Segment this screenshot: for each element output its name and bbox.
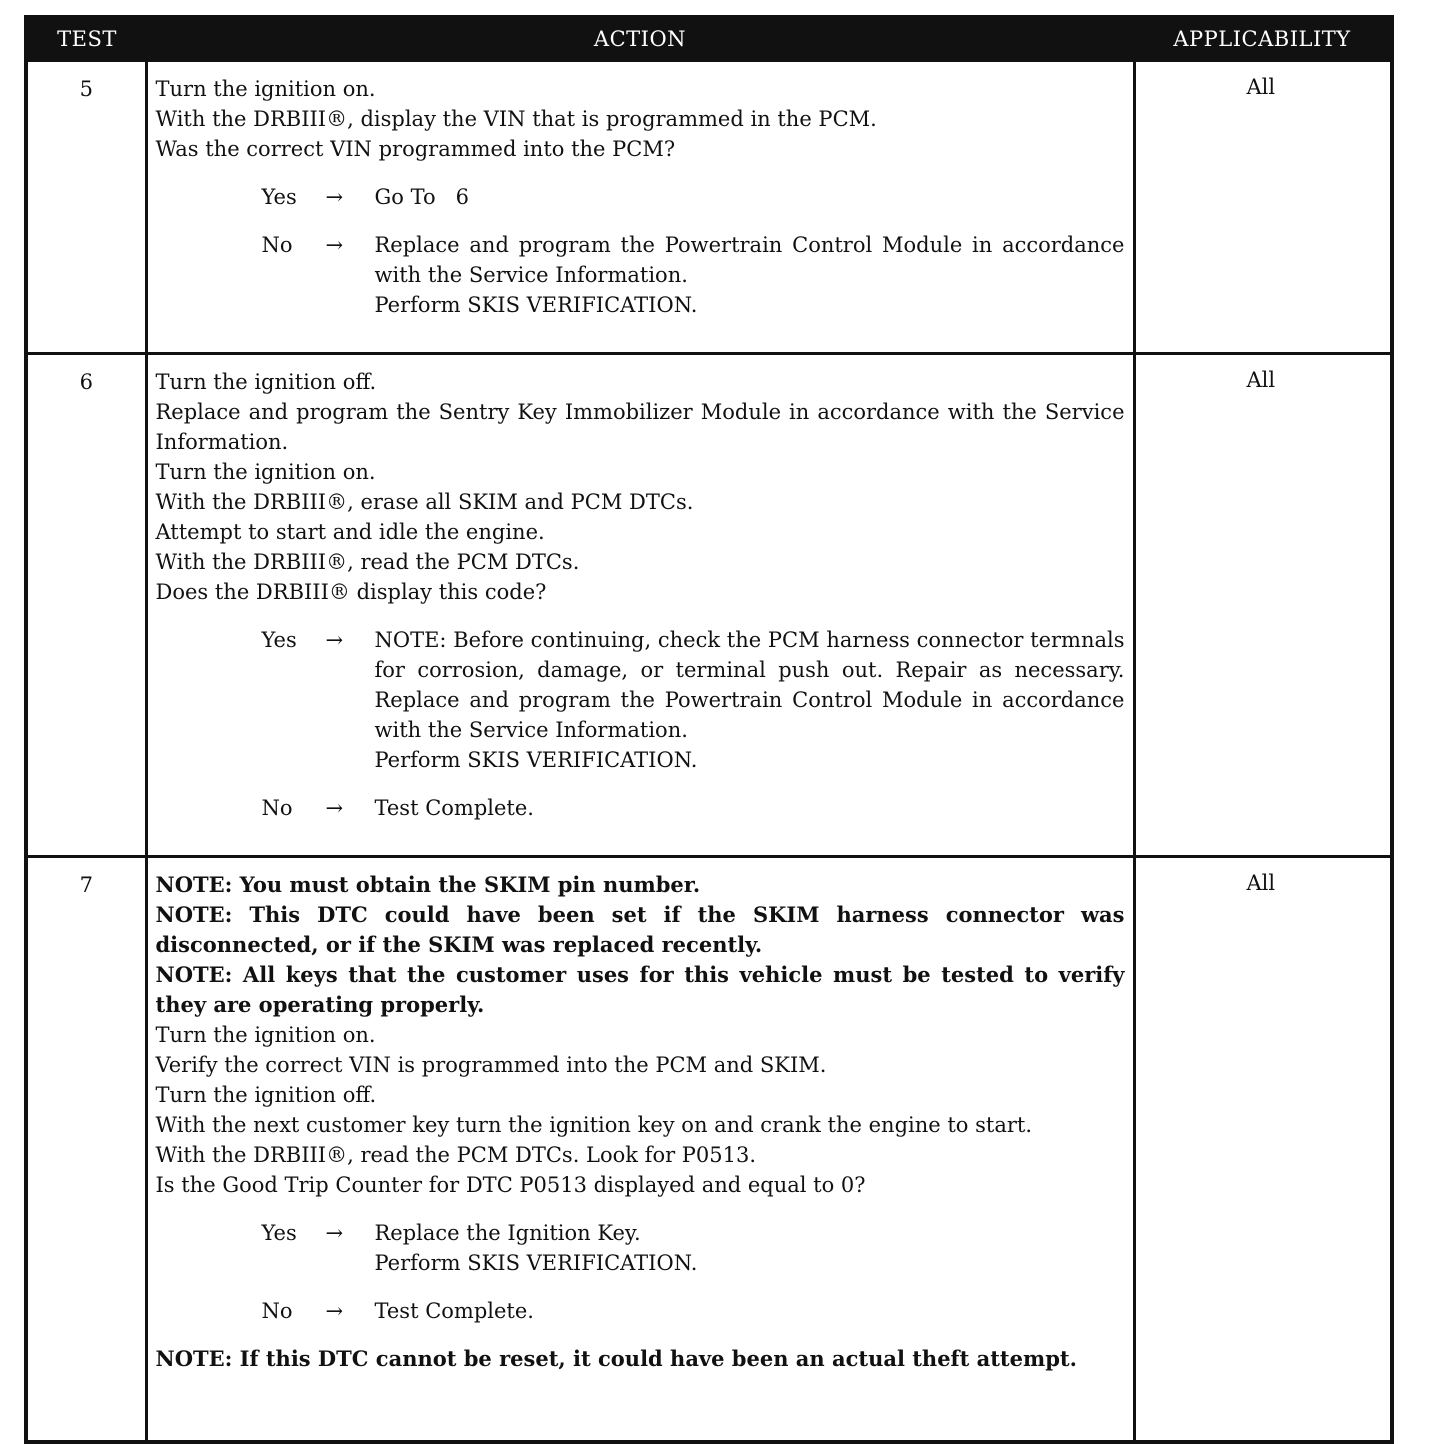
- result-line: Perform SKIS VERIFICATION.: [374, 748, 698, 772]
- table-row: [26, 61, 1392, 354]
- header-row: [26, 17, 1392, 61]
- no-label: No: [261, 796, 293, 820]
- branch-result: [375, 182, 1125, 212]
- header-test: TEST: [26, 17, 146, 61]
- yes-label: Yes: [261, 1221, 297, 1245]
- header-action: ACTION: [146, 17, 1134, 61]
- arrow-icon: →: [325, 1221, 344, 1245]
- result-line: Replace the Ignition Key.: [374, 1221, 641, 1245]
- action-step: Attempt to start and idle the engine.: [155, 520, 545, 544]
- action-step: With the DRBIII®, display the VIN that is programmed in the PCM.: [155, 107, 877, 131]
- no-branch: [156, 1296, 1125, 1326]
- branch-result: [375, 1218, 1125, 1278]
- yes-branch: [156, 1218, 1125, 1278]
- arrow-icon: →: [325, 233, 344, 257]
- arrow-icon: →: [325, 796, 344, 820]
- action-cell: [146, 857, 1134, 1443]
- result-line: Perform SKIS VERIFICATION.: [374, 1251, 698, 1275]
- result-line: Test Complete.: [374, 1299, 534, 1323]
- test-number: 5: [26, 61, 146, 354]
- test-number: 7: [26, 857, 146, 1443]
- diagnostic-page: [24, 15, 1390, 1444]
- arrow-icon: →: [325, 185, 344, 209]
- yes-branch: [156, 182, 1125, 212]
- action-step: With the DRBIII®, read the PCM DTCs. Look for P0513.: [155, 1143, 757, 1167]
- applicability-value: All: [1134, 857, 1392, 1443]
- action-step: With the next customer key turn the ignition key on and crank the engine to start.: [155, 1113, 1033, 1137]
- result-line: NOTE: Before continuing, check the PCM harness connector termnals for corrosion, damage, or terminal push out. Repair as necessary. Replace and program the Powertrain Control Module in accordance with the Service Information.: [374, 628, 1125, 742]
- note-text: NOTE: You must obtain the SKIM pin number.: [155, 872, 701, 897]
- arrow-icon: →: [325, 628, 344, 652]
- branch-result: [375, 793, 1125, 823]
- header-applicability: APPLICABILITY: [1134, 17, 1392, 61]
- action-step: Replace and program the Sentry Key Immobilizer Module in accordance with the Service Information.: [155, 400, 1125, 454]
- action-step: Turn the ignition on.: [155, 460, 376, 484]
- yes-label: Yes: [261, 628, 297, 652]
- branch-result: [375, 1296, 1125, 1326]
- result-line: Go To 6: [374, 185, 469, 209]
- action-step: Turn the ignition on.: [155, 1023, 376, 1047]
- branch-result: [375, 625, 1125, 775]
- note-text: NOTE: All keys that the customer uses for this vehicle must be tested to verify they are operating properly.: [155, 962, 1125, 1017]
- no-label: No: [261, 1299, 293, 1323]
- action-question: Was the correct VIN programmed into the PCM?: [155, 137, 676, 161]
- table-row: [26, 354, 1392, 857]
- applicability-value: All: [1134, 61, 1392, 354]
- no-label: No: [261, 233, 293, 257]
- test-number: 6: [26, 354, 146, 857]
- no-branch: [156, 230, 1125, 320]
- result-line: Replace and program the Powertrain Control Module in accordance with the Service Information.: [374, 233, 1125, 287]
- action-question: Does the DRBIII® display this code?: [155, 580, 547, 604]
- action-step: With the DRBIII®, erase all SKIM and PCM DTCs.: [155, 490, 694, 514]
- applicability-value: All: [1134, 354, 1392, 857]
- table-row: [26, 857, 1392, 1443]
- theft-note: NOTE: If this DTC cannot be reset, it could have been an actual theft attempt.: [155, 1346, 1077, 1371]
- action-step: Turn the ignition on.: [155, 77, 376, 101]
- branch-result: [375, 230, 1125, 320]
- action-step: Verify the correct VIN is programmed into the PCM and SKIM.: [155, 1053, 827, 1077]
- note-text: NOTE: This DTC could have been set if the SKIM harness connector was disconnected, or if the SKIM was replaced recently.: [155, 902, 1125, 957]
- action-cell: [146, 354, 1134, 857]
- action-cell: [146, 61, 1134, 354]
- result-line: Test Complete.: [374, 796, 534, 820]
- action-step: Turn the ignition off.: [155, 1083, 377, 1107]
- action-step: With the DRBIII®, read the PCM DTCs.: [155, 550, 580, 574]
- yes-branch: [156, 625, 1125, 775]
- action-question: Is the Good Trip Counter for DTC P0513 displayed and equal to 0?: [155, 1173, 866, 1197]
- yes-label: Yes: [261, 185, 297, 209]
- diagnostic-test-table: [24, 15, 1394, 1444]
- result-line: Perform SKIS VERIFICATION.: [374, 293, 698, 317]
- arrow-icon: →: [325, 1299, 344, 1323]
- table-header: [26, 17, 1392, 61]
- no-branch: [156, 793, 1125, 823]
- action-step: Turn the ignition off.: [155, 370, 377, 394]
